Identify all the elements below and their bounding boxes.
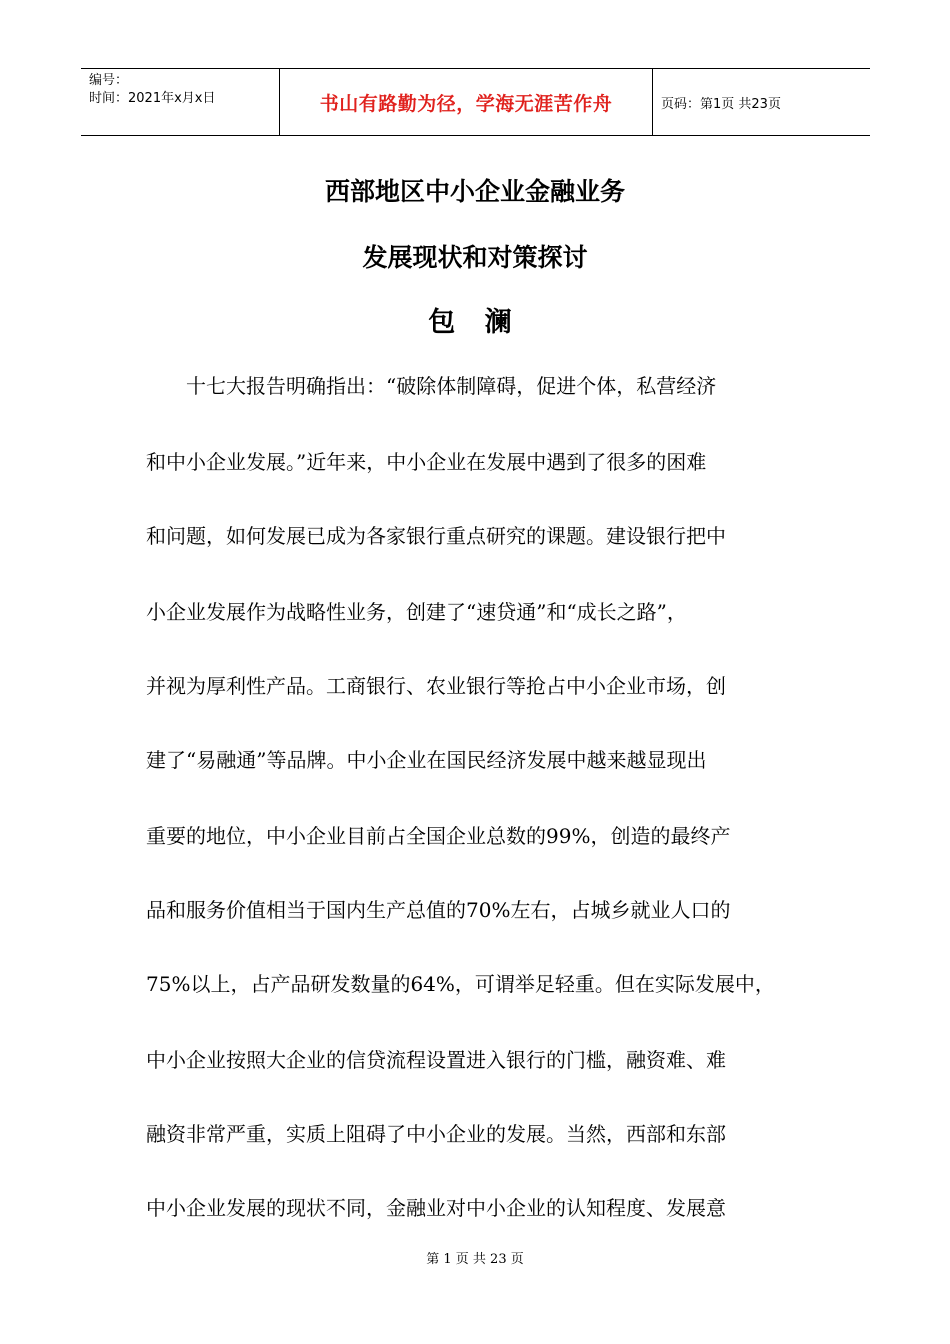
document-title-line2: 发展现状和对策探讨 — [362, 243, 588, 272]
body-line: 和中小企业发展。”近年来，中小企业在发展中遇到了很多的困难 — [146, 450, 707, 474]
header-meta — [81, 69, 280, 135]
body-line: 75%以上，占产品研发数量的64%，可谓举足轻重。但在实际发展中， — [146, 972, 775, 996]
page-footer: 第 1 页 共 23 页 — [426, 1252, 524, 1267]
document-author: 包 澜 — [428, 307, 522, 338]
body-line: 中小企业按照大企业的信贷流程设置进入银行的门槛，融资难、难 — [146, 1048, 726, 1072]
body-line: 重要的地位，中小企业目前占全国企业总数的99%，创造的最终产 — [146, 824, 731, 848]
number-label: 编号： — [89, 73, 129, 88]
body-line: 品和服务价值相当于国内生产总值的70%左右，占城乡就业人口的 — [146, 898, 731, 922]
time-label: 时间：2021年x月x日 — [89, 91, 216, 106]
body-line: 建了“易融通”等品牌。中小企业在国民经济发展中越来越显现出 — [146, 748, 707, 772]
body-line: 并视为厚利性产品。工商银行、农业银行等抢占中小企业市场，创 — [146, 674, 726, 698]
body-line: 融资非常严重，实质上阻碍了中小企业的发展。当然，西部和东部 — [146, 1122, 726, 1146]
header-table — [81, 68, 870, 136]
header-page-info: 页码：第1页 共23页 — [661, 96, 781, 112]
body-line: 小企业发展作为战略性业务，创建了“速贷通”和“成长之路”， — [146, 600, 687, 624]
body-line: 和问题，如何发展已成为各家银行重点研究的课题。建设银行把中 — [146, 524, 726, 548]
body-line: 中小企业发展的现状不同，金融业对中小企业的认知程度、发展意 — [146, 1196, 726, 1220]
body-line: 十七大报告明确指出：“破除体制障碍，促进个体，私营经济 — [146, 374, 717, 398]
header-motto: 书山有路勤为径，学海无涯苦作舟 — [280, 69, 653, 135]
document-title-line1: 西部地区中小企业金融业务 — [324, 177, 625, 206]
